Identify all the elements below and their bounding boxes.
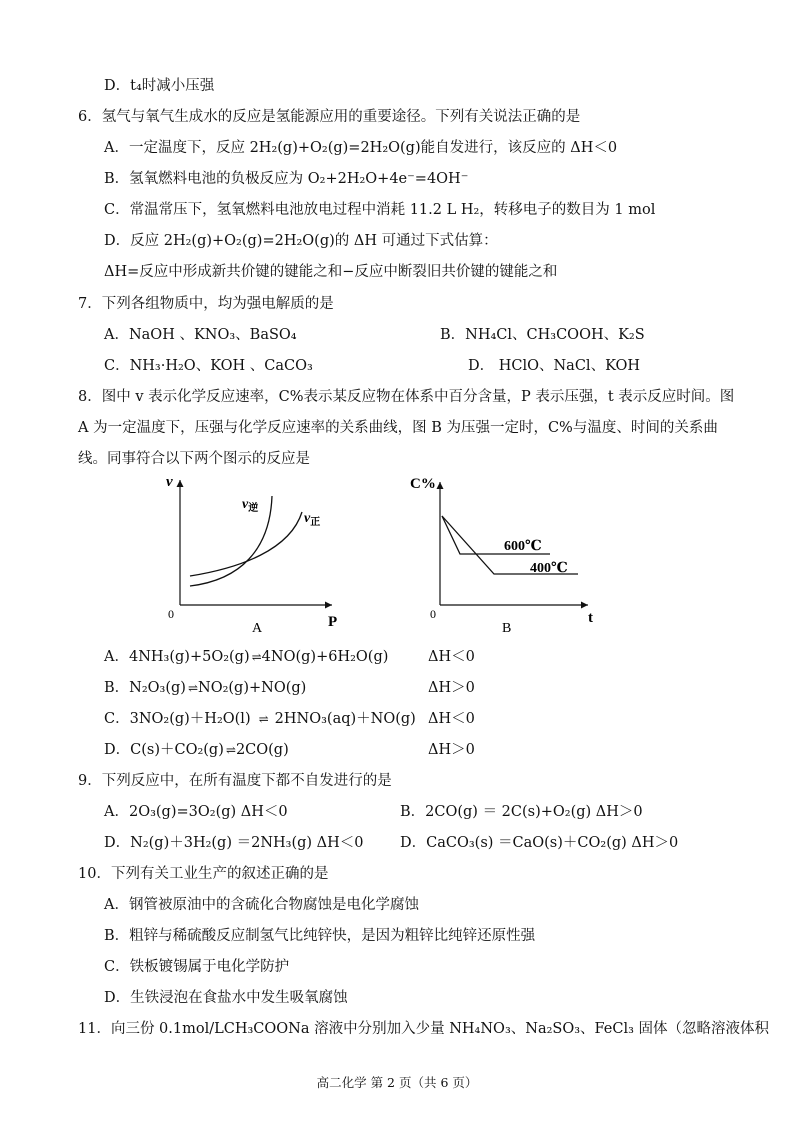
q6-option-d-formula: ΔH=反应中形成新共价键的键能之和−反应中断裂旧共价键的键能之和 — [104, 264, 558, 280]
page-footer: 高二化学 第 2 页（共 6 页） — [316, 1075, 478, 1090]
q7-option-a: A．NaOH 、KNO₃、BaSO₄ — [104, 327, 297, 343]
q8-stem-line3: 线。同事符合以下两个图示的反应是 — [78, 451, 310, 467]
q8-option-c: C．3NO₂(g)＋H₂O(l) ⇌ 2HNO₃(aq)＋NO(g) — [104, 711, 416, 727]
q8-option-c-enthalpy: ΔH＜0 — [428, 711, 475, 727]
equilibrium-arrow-icon: ⇌ — [258, 712, 267, 726]
figure-a-caption: A — [252, 621, 263, 636]
q10-option-c: C．铁板镀锡属于电化学防护 — [104, 959, 290, 975]
q9-stem: 9．下列反应中，在所有温度下都不自发进行的是 — [78, 773, 392, 789]
equilibrium-arrow-icon: ⇌ — [187, 681, 197, 695]
q11-stem: 11．向三份 0.1mol/LCH₃COONa 溶液中分别加入少量 NH₄NO₃、Na₂SO₃、FeCl₃ 固体（忽略溶液体积 — [78, 1021, 770, 1037]
q10-option-a: A．钢管被原油中的含硫化合物腐蚀是电化学腐蚀 — [104, 897, 419, 913]
q9-option-a: A．2O₃(g)=3O₂(g) ΔH＜0 — [104, 804, 288, 820]
figure-a-curve-reverse — [190, 496, 272, 586]
figure-b-x-label: t — [588, 610, 593, 626]
q6-option-a: A．一定温度下，反应 2H₂(g)+O₂(g)=2H₂O(g)能自发进行，该反应的 ΔH＜0 — [104, 140, 618, 156]
q7-stem: 7．下列各组物质中，均为强电解质的是 — [78, 296, 334, 312]
figure-b-y-label: C% — [410, 476, 436, 492]
figure-b-origin: 0 — [430, 607, 436, 621]
q8-option-a: A．4NH₃(g)+5O₂(g) ⇌ 4NO(g)+6H₂O(g) — [104, 649, 389, 665]
q6-option-d: D．反应 2H₂(g)+O₂(g)=2H₂O(g)的 ΔH 可通过下式估算： — [104, 233, 498, 249]
figure-a-origin: 0 — [168, 607, 174, 621]
q9-option-d: D．CaCO₃(s) ＝CaO(s)＋CO₂(g) ΔH＞0 — [400, 835, 679, 851]
figure-a-curve-forward — [190, 512, 302, 576]
q8-stem-line2: A 为一定温度下，压强与化学反应速率的关系曲线，图 B 为压强一定时，C%与温度、时间的关系曲 — [78, 420, 718, 436]
q9-option-b: B．2CO(g) ＝ 2C(s)+O₂(g) ΔH＞0 — [400, 804, 643, 820]
q7-option-c: C．NH₃·H₂O、KOH 、CaCO₃ — [104, 358, 313, 374]
figure-b — [400, 470, 610, 640]
q7-option-b: B．NH₄Cl、CH₃COOH、K₂S — [440, 327, 645, 343]
equilibrium-arrow-icon: ⇌ — [225, 743, 234, 757]
q10-option-b: B．粗锌与稀硫酸反应制氢气比纯锌快，是因为粗锌比纯锌还原性强 — [104, 928, 536, 944]
figure-b-curve-400-label: 400℃ — [530, 561, 568, 576]
q8-option-d: D．C(s)＋CO₂(g) ⇌ 2CO(g) — [104, 742, 289, 758]
figure-a — [160, 470, 360, 640]
q8-option-b-enthalpy: ΔH＞0 — [428, 680, 475, 696]
q8-stem-line1: 8．图中 v 表示化学反应速率，C%表示某反应物在体系中百分含量，P 表示压强，t 表示反应时间。图 — [78, 389, 735, 405]
figure-a-curve-forward-label: $v_正$ — [304, 511, 321, 528]
figure-b-curve-600-label: 600℃ — [504, 539, 542, 554]
equilibrium-arrow-icon: ⇌ — [251, 650, 260, 664]
q9-option-c: D．N₂(g)＋3H₂(g) ＝2NH₃(g) ΔH＜0 — [104, 835, 364, 851]
q10-stem: 10．下列有关工业生产的叙述正确的是 — [78, 866, 329, 882]
figure-a-curve-reverse-label: $v_逆$ — [242, 497, 259, 514]
q7-option-d: D． HClO、NaCl、KOH — [468, 358, 641, 374]
q8-option-b: B．N₂O₃(g) ⇌ NO₂(g)+NO(g) — [104, 680, 307, 696]
q10-option-d: D．生铁浸泡在食盐水中发生吸氧腐蚀 — [104, 990, 348, 1006]
q6-option-b: B．氢氧燃料电池的负极反应为 O₂+2H₂O+4e⁻=4OH⁻ — [104, 171, 469, 187]
figure-a-x-label: P — [328, 614, 338, 630]
q8-option-d-enthalpy: ΔH＞0 — [428, 742, 475, 758]
q6-option-c: C．常温常压下，氢氧燃料电池放电过程中消耗 11.2 L H₂，转移电子的数目为 1 mol — [104, 202, 656, 218]
q6-stem: 6．氢气与氧气生成水的反应是氢能源应用的重要途径。下列有关说法正确的是 — [78, 109, 581, 125]
figure-a-y-label: v — [166, 474, 173, 490]
figure-b-caption: B — [502, 621, 512, 636]
q5-option-d: D．t₄时减小压强 — [104, 78, 215, 94]
q8-option-a-enthalpy: ΔH＜0 — [428, 649, 475, 665]
